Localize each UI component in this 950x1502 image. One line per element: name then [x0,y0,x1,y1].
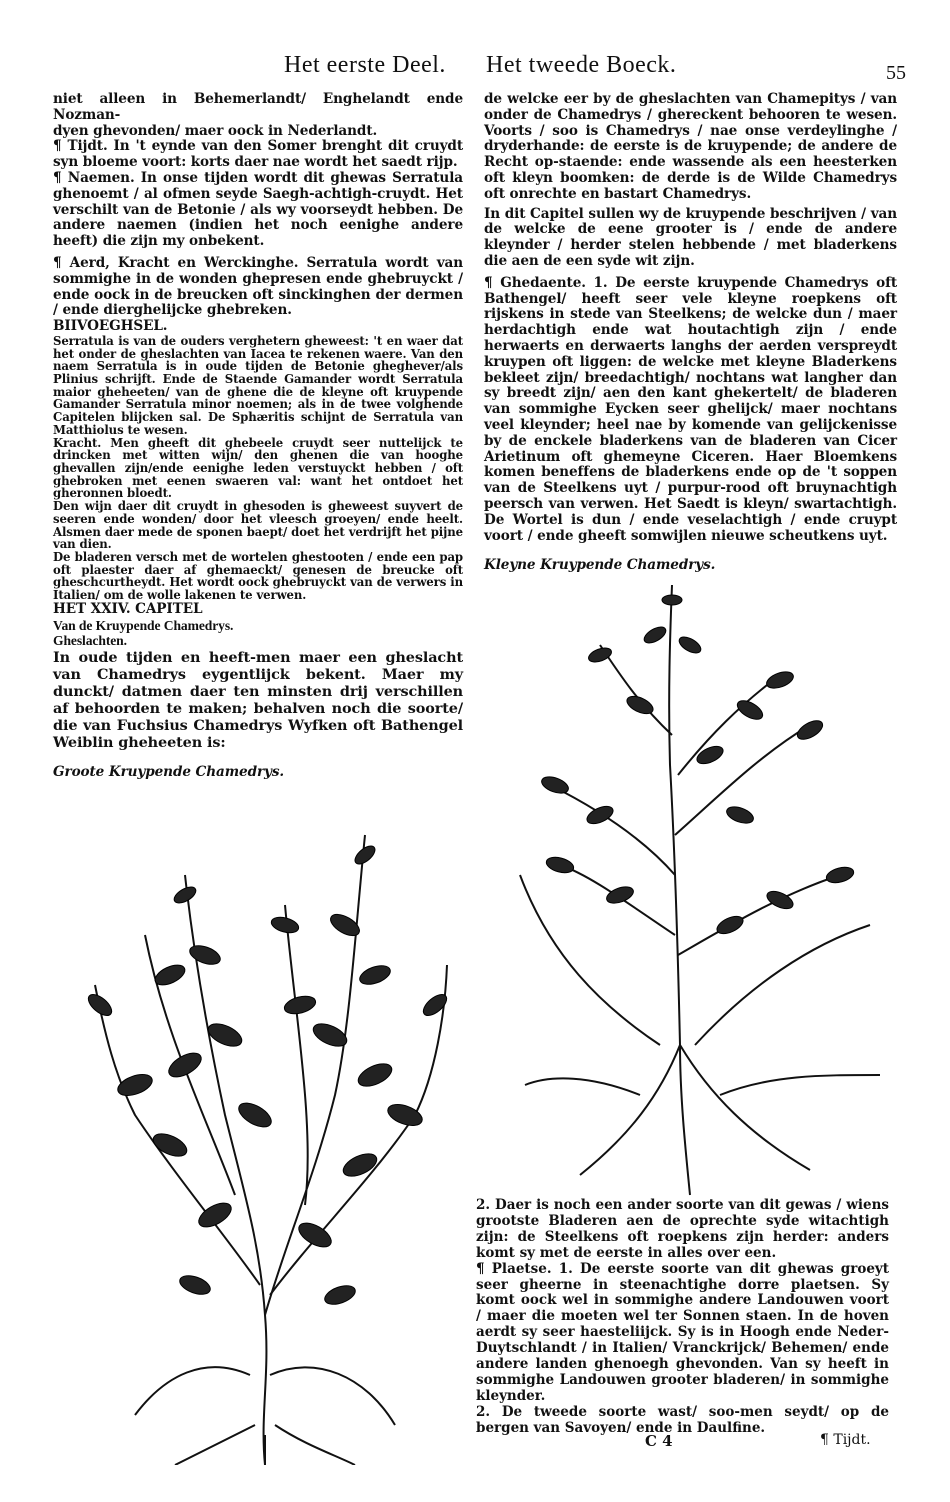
aerd-paragraph: ¶ Aerd, Kracht en Werckinghe. Serratula wordt van sommighe in de wonden ghepresen ende ghebruyckt / ende oock in de breucken oft sinckinghen der dermen / ende dierghelijcke ghebreken. [53,254,463,319]
woodcut-kleyne-kruypende-chamedrys [510,575,900,1200]
plaetse-paragraph: ¶ Plaetse. 1. De eerste soorte van dit ghewas groeyt seer gheerne in steenachtighe dorre plaetsen. Sy komt oock wel in sommighe andere Landouwen voort / maer die moeten wel ter Sonnen staen. In de hoven aerdt sy seer haesteliijck. Sy is in Hoogh ende Neder-Duytschlandt / in Italien/ Vranckrijck/ Behemen/ ende andere landen ghenoegh ghevonden. Van sy heeft in sommighe Landouwen grooter bladeren/ in sommighe kleynder. [476,1260,889,1404]
catchword: ¶ Tijdt. [820,1432,871,1448]
woodcut-groote-kruypende-chamedrys [75,815,460,1465]
tijdt-paragraph: ¶ Tijdt. In 't eynde van den Somer brenght dit cruydt syn bloeme voort: korts daer nae wordt het saedt rijp. [53,138,463,171]
right-capitel-paragraph: In dit Capitel sullen wy de kruypende beschrijven / van de welcke de eene grooter is / ende de andere kleynder / herder stelen hebbende / met bladerkens die aen de een syde wit zijn. [484,205,897,269]
gheslachten-heading: Gheslachten. [53,633,127,649]
biivoeghsel-heading: BIIVOEGHSEL. [53,318,168,335]
intro-line-1: niet alleen in Behemerlandt/ Enghelandt ende Nozman- [53,91,463,123]
signature-mark: C 4 [645,1432,673,1450]
right-upper-paragraph: de welcke eer by de gheslachten van Chamepitys / van onder de Chamedrys / ghereckent behooren te wesen. Voorts / soo is Chamedrys / nae onse verdeylinghe / dryderhande: de eerste is de kruypende; de andere de Recht op-staende: ende wassende als een heesterken oft kleyn boomken: de derde is de Wilde Chamedrys oft onrechte en bastart Chamedrys. [484,91,897,202]
right-lower-text [476,1198,889,1437]
second-kind-paragraph: 2. Daer is noch een ander soorte van dit gewas / wiens grootste Bladeren aen de oprechte syde witachtigh zijn: de Steelkens oft roepkens zijn herder: anders komt sy met de eerste in alles over een. [476,1197,889,1261]
wonden-paragraph: Den wijn daer dit cruydt in ghesoden is gheweest suyvert de seeren ende wonden/ door het vleesch groeyen/ ende heelt. Alsmen daer mede de sponen baept/ doet het verdrijft het pijne van dien. [53,499,463,552]
ghedaente-paragraph: ¶ Ghedaente. 1. De eerste kruypende Chamedrys oft Bathengel/ heeft seer vele kleyne roepkens oft rijskens in stede van Steelkens; de welcke dun / maer herdachtigh ende wat houtachtigh zijn / ende herwaerts en derwaerts langhs der aerden verspreydt kruypen oft liggen: de welcke met kleyne Bladerkens bekleet zijn/ breedachtigh/ nochtans wat langher dan sy breedt zijn/ aen den kant ghekertelt/ de bladeren van sommighe Eycken seer ghelijck/ maer nochtans veel kleynder; heel nae by komende van gelijckenisse by de enckele bladerkens van de bladeren van Cicer Arietinum oft ghemeyne Ciceren. Haer Bloemkens komen beneffens de bladerkens ende op de 't soppen van de Steelkens uyt / purpur-rood oft bruynachtigh peersch van verwen. Het Saedt is kleyn/ swartachtigh. De Wortel is dun / ende veselachtigh / ende cruypt voort / ende gheeft somwijlen nieuwe scheutkens uyt. [484,274,897,544]
gheslachten-paragraph: In oude tijden en heeft-men maer een gheslacht van Chamedrys eygentlijck bekent. Maer my dunckt/ datmen daer ten minsten drij verschillen af behoorden te maken; behalven noch die soorte/ die van Fuchsius Chamedrys Wyfken oft Bathengel Weiblin gheheeten is: [53,649,463,752]
right-column [484,92,897,574]
left-column [53,92,463,781]
running-head-left: Het eerste Deel. [284,52,446,78]
chapter-heading: HET XXIV. CAPITEL [53,600,203,617]
running-head-right: Het tweede Boeck. [486,52,677,78]
second-kind-place-paragraph: 2. De tweede soorte wast/ soo-men seydt/ op de bergen van Savoyen/ ende in Daulfine. [476,1403,889,1436]
figure-caption-left: Groote Kruypende Chamedrys. [53,764,285,781]
bladeren-paragraph: De bladeren versch met de wortelen ghestooten / ende een pap oft plaester daer af ghemaeckt/ genesen de breucke oft gheschcurtheydt. Het wordt oock ghebruyckt van de verwers in Italien/ om de wolle lakenen te verwen. [53,549,463,603]
figure-caption-right: Kleyne Kruypende Chamedrys. [484,557,716,574]
kracht-paragraph: Kracht. Men gheeft dit ghebeele cruydt seer nuttelijck te drincken met witten wijn/ den ghenen die van hooghe ghevallen zijn/ende eenighe leden verstuyckt hebben / oft ghebroken met eenen swaeren val: want het ontdoet het gheronnen bloedt. [53,435,463,501]
chapter-subtitle: Van de Kruypende Chamedrys. [53,617,234,633]
naemen-paragraph: ¶ Naemen. In onse tijden wordt dit ghewas Serratula ghenoemt / al ofmen seyde Saegh-achtigh-cruydt. Het verschilt van de Betonie / als wy voorseydt hebben. De andere naemen (indien het noch eenighe andere heeft) die zijn my onbekent. [53,169,463,250]
biivoeghsel-paragraph: Serratula is van de ouders verghetern gheweest: 't en waer dat het onder de gheslachten van Iacea te rekenen waere. Van den naem Serratula is in oude tijden de Betonie gheghever/als Plinius schrijft. Ende de Staende Gamander wordt Serratula maior gheheeten/ van de ghene die de kleyne oft kruypende Gamander Serratula minor noemen; als in de twee volghende Capitelen blijcken sal. De Sphæritis schijnt de Serratula van Matthiolus te wesen. [53,333,463,437]
page-number: 55 [886,62,906,84]
intro-line-2: dyen ghevonden/ maer oock in Nederlandt. [53,122,378,139]
